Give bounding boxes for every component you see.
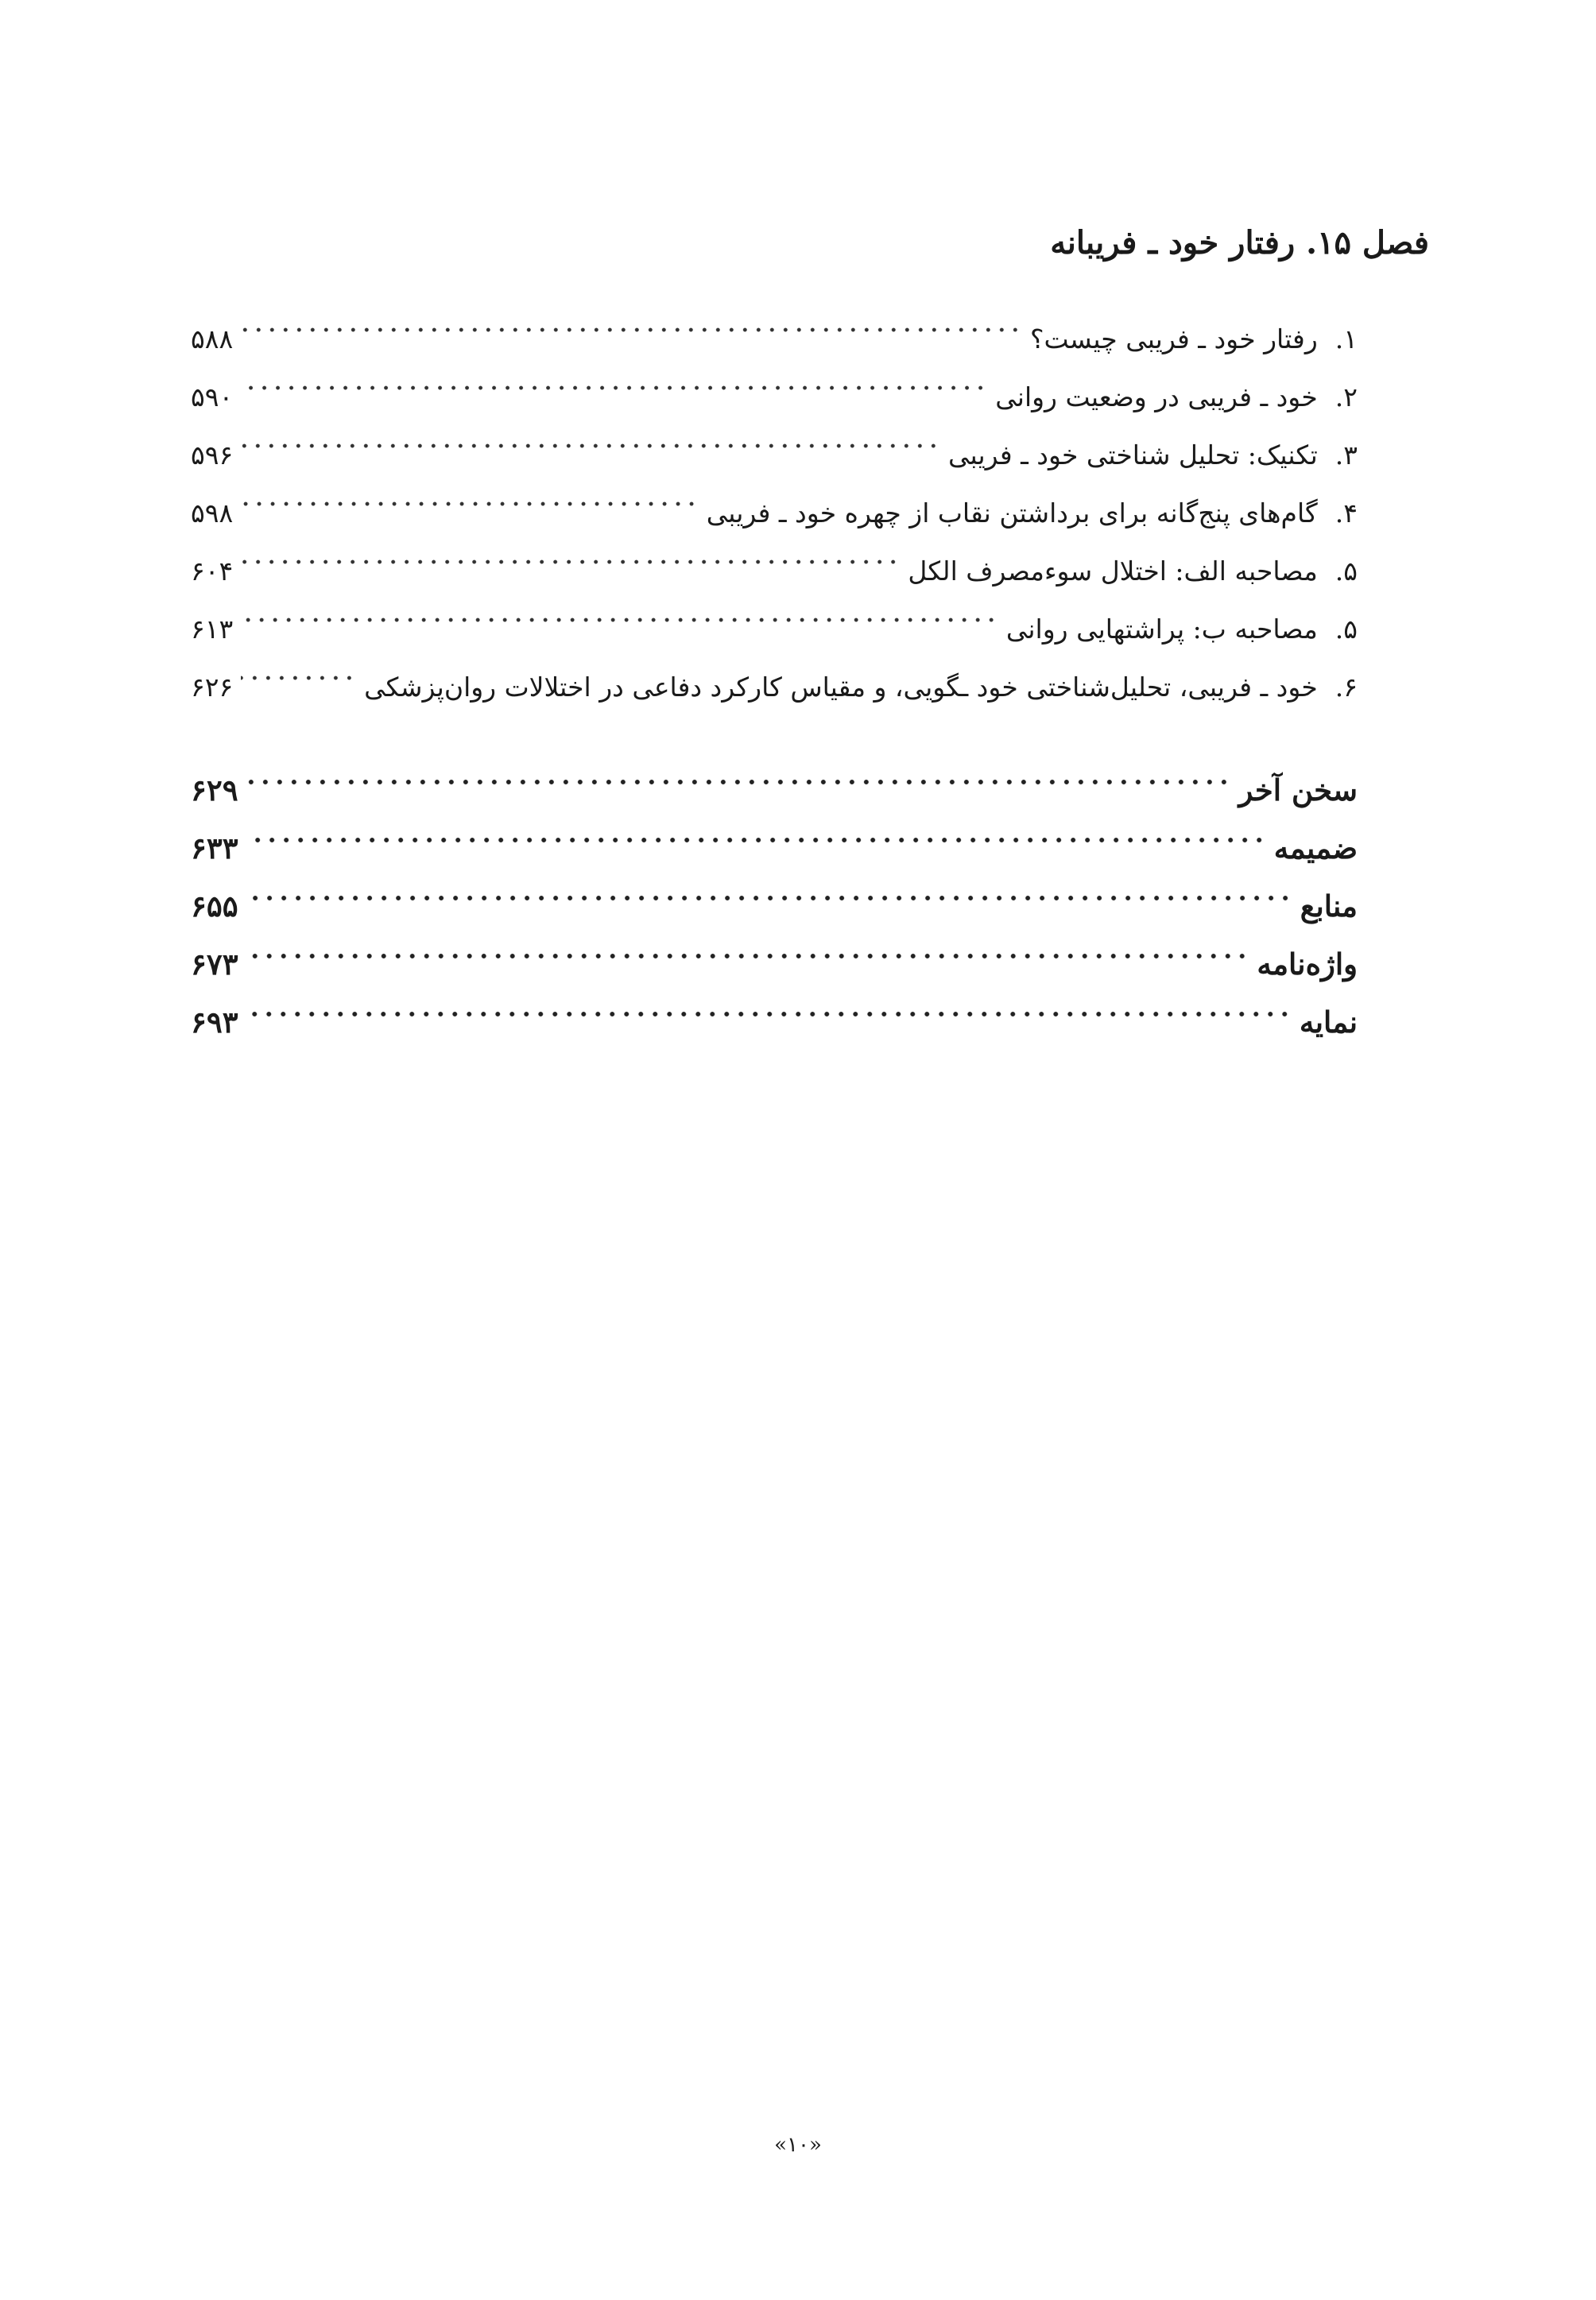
dot-leader <box>241 608 998 632</box>
toc-entry-title: مصاحبه الف: اختلال سوءمصرف الکل <box>908 556 1318 587</box>
toc-entry-title: خود ـ فریبی در وضعیت روانی <box>995 381 1318 412</box>
toc-entry-page: ۵۹۸ <box>191 498 234 529</box>
toc-entry-page: ۶۲۶ <box>191 672 234 703</box>
toc-entry-number: ۴. <box>1335 498 1358 529</box>
toc-entry-number: ۳. <box>1335 439 1358 470</box>
dot-leader <box>246 828 1266 852</box>
toc-entry <box>191 600 1358 658</box>
backmatter-page: ۶۵۵ <box>191 889 238 923</box>
dot-leader <box>241 434 940 458</box>
toc-entry-number: ۱. <box>1335 323 1358 354</box>
dot-leader <box>246 770 1231 794</box>
backmatter-entry <box>191 935 1358 993</box>
toc-entry <box>191 484 1358 542</box>
toc-entry-number: ۵. <box>1335 556 1358 587</box>
toc-entry <box>191 368 1358 426</box>
backmatter-title: منابع <box>1300 889 1358 923</box>
toc-entry-page: ۶۱۳ <box>191 614 234 645</box>
dot-leader <box>246 944 1249 968</box>
toc-entry-title: مصاحبه ب: پراشتهایی روانی <box>1005 614 1318 645</box>
backmatter-page: ۶۲۹ <box>191 772 238 807</box>
toc-entry-page: ۵۹۰ <box>191 381 234 412</box>
toc-entry-title: گام‌های پنج‌گانه برای برداشتن نقاب از چهره خود ـ فریبی <box>706 498 1318 529</box>
toc-entry <box>191 426 1358 484</box>
backmatter-title: ضمیمه <box>1273 831 1358 865</box>
dot-leader <box>241 318 1022 342</box>
toc-entry <box>191 658 1358 716</box>
backmatter-title: سخن آخر <box>1238 772 1358 807</box>
backmatter-page: ۶۳۳ <box>191 831 238 865</box>
toc-entry-number: ۵. <box>1335 614 1358 645</box>
toc-entry <box>191 542 1358 600</box>
toc-backmatter <box>191 761 1358 1051</box>
toc-entry-page: ۶۰۴ <box>191 556 234 587</box>
toc-sections <box>191 310 1358 716</box>
backmatter-entry <box>191 819 1358 877</box>
dot-leader <box>246 886 1292 910</box>
backmatter-entry <box>191 993 1358 1051</box>
dot-leader <box>241 666 356 690</box>
backmatter-title: نمایه <box>1299 1005 1358 1040</box>
toc-entry-title: تکنیک: تحلیل شناختی خود ـ فریبی <box>948 439 1318 470</box>
toc-entry-title: خود ـ فریبی، تحلیل‌شناختی خود ـگویی، و مقیاس کارکرد دفاعی در اختلالات روان‌پزشکی <box>364 672 1318 703</box>
toc-entry-page: ۵۸۸ <box>191 323 234 354</box>
toc-entry <box>191 310 1358 368</box>
backmatter-page: ۶۷۳ <box>191 947 238 982</box>
chapter-title: فصل ۱۵. رفتار خود ـ فریبانه <box>1050 224 1429 261</box>
backmatter-title: واژه‌نامه <box>1257 947 1358 982</box>
toc-entry-page: ۵۹۶ <box>191 439 234 470</box>
page-number: «۱۰» <box>774 2133 822 2157</box>
backmatter-entry <box>191 877 1358 935</box>
dot-leader <box>241 376 987 400</box>
toc-entry-number: ۶. <box>1335 672 1358 703</box>
toc-entry-number: ۲. <box>1335 381 1358 412</box>
dot-leader <box>241 550 900 574</box>
dot-leader <box>246 1002 1292 1026</box>
backmatter-entry <box>191 761 1358 819</box>
toc-entry-title: رفتار خود ـ فریبی چیست؟ <box>1029 323 1318 354</box>
dot-leader <box>241 492 699 516</box>
backmatter-page: ۶۹۳ <box>191 1005 238 1040</box>
